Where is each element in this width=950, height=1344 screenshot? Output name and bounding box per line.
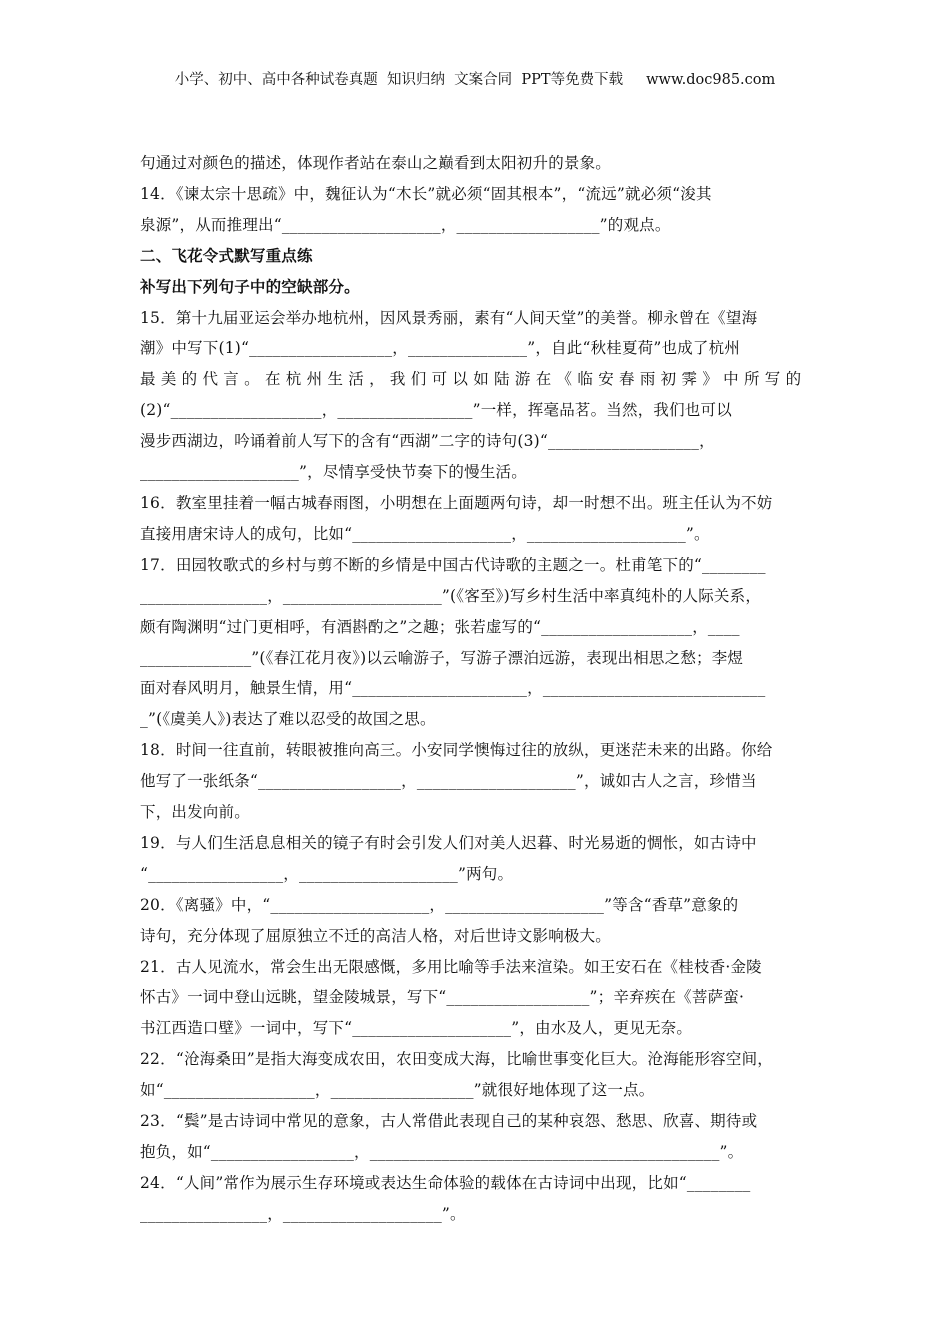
question-20-line: 20．《离骚》中，“____________________，____________________”等含“香草”意象的 bbox=[140, 895, 739, 914]
question-23-line: 23．“鬓”是古诗词中常见的意象，古人常借此表现自己的某种哀怨、愁思、欣喜、期待或 bbox=[140, 1112, 758, 1131]
question-19-line: 19．与人们生活息息相关的镜子有时会引发人们对美人迟暮、时光易逝的惆怅，如古诗中 bbox=[140, 833, 757, 852]
question-18-line: 他写了一张纸条“__________________，____________________”，诚如古人之言，珍惜当 bbox=[140, 772, 757, 791]
question-17-line: _”(《虞美人》)表达了难以忍受的故国之思。 bbox=[140, 710, 436, 729]
question-24-line: ________________，____________________”。 bbox=[140, 1204, 466, 1223]
question-15-line: ____________________”，尽情享受快节奏下的慢生活。 bbox=[140, 463, 527, 482]
question-22-line: 22．“沧海桑田”是指大海变成农田，农田变成大海，比喻世事变化巨大。沧海能形容空间， bbox=[140, 1050, 773, 1069]
text-line: 句通过对颜色的描述，体现作者站在泰山之巅看到太阳初升的景象。 bbox=[140, 154, 612, 172]
question-14-line: 14．《谏太宗十思疏》中，魏征认为“木长”就必须“固其根本”，“流远”就必须“浚其 bbox=[140, 184, 712, 203]
page-header: 小学、初中、高中各种试卷真题 知识归纳 文案合同 PPT等免费下载 www.doc985.com bbox=[174, 72, 776, 88]
question-16-line: 直接用唐宋诗人的成句，比如“____________________，____________________”。 bbox=[140, 524, 710, 543]
question-14-line: 泉源”，从而推理出“____________________，__________________”的观点。 bbox=[140, 215, 671, 234]
section-heading: 二、飞花令式默写重点练 bbox=[140, 245, 313, 265]
question-17-line: 17．田园牧歌式的乡村与剪不断的乡情是中国古代诗歌的主题之一。杜甫笔下的“________ bbox=[140, 555, 766, 574]
question-15-line: (2)“___________________，_________________”一样，挥毫品茗。当然，我们也可以 bbox=[140, 401, 732, 420]
question-15-line: 最 美 的 代 言 。 在 杭 州 生 活 ， 我 们 可 以 如 陆 游 在 《 临 安 春 雨 初 霁 》 中 所 写 的 bbox=[140, 370, 802, 389]
question-21-line: 怀古》一词中登山远眺，望金陵城景，写下“__________________”；辛弃疾在《菩萨蛮· bbox=[140, 988, 745, 1007]
question-24-line: 24．“人间”常作为展示生存环境或表达生命体验的载体在古诗词中出现，比如“________ bbox=[140, 1173, 751, 1192]
question-17-line: 颇有陶渊明“过门更相呼，有酒斟酌之”之趣；张若虚写的“___________________，____ bbox=[140, 617, 740, 636]
question-16-line: 16．教室里挂着一幅古城春雨图，小明想在上面题两句诗，却一时想不出。班主任认为不妨 bbox=[140, 493, 773, 512]
question-17-line: 面对春风明月，触景生情，用“______________________，____________________________ bbox=[140, 679, 766, 698]
question-21-line: 书江西造口壁》一词中，写下“____________________”，由水及人，更见无奈。 bbox=[140, 1019, 693, 1038]
question-15-line: 潮》中写下(1)“__________________，_______________”，自此“秋桂夏荷”也成了杭州 bbox=[140, 339, 741, 358]
question-21-line: 21．古人见流水，常会生出无限感慨，多用比喻等手法来渲染。如王安石在《桂枝香·金陵 bbox=[140, 957, 762, 976]
document-body bbox=[140, 148, 812, 1230]
question-18-line: 18．时间一往直前，转眼被推向高三。小安同学懊悔过往的放纵，更迷茫未来的出路。你给 bbox=[140, 741, 773, 760]
question-19-line: “_________________，____________________”两句。 bbox=[140, 864, 514, 883]
question-23-line: 抱负，如“__________________，____________________________________________”。 bbox=[140, 1143, 744, 1161]
question-17-line: ________________，____________________”(《客至》)写乡村生活中率真纯朴的人际关系， bbox=[140, 586, 762, 605]
question-22-line: 如“___________________，__________________”就很好地体现了这一点。 bbox=[140, 1081, 655, 1100]
section-instruction: 补写出下列句子中的空缺部分。 bbox=[140, 276, 360, 296]
question-15-line: 漫步西湖边，吟诵着前人写下的含有“西湖”二字的诗句(3)“___________________， bbox=[140, 432, 715, 451]
question-18-line: 下，出发向前。 bbox=[140, 803, 250, 822]
question-17-line: ______________”(《春江花月夜》)以云喻游子，写游子漂泊远游，表现出相思之愁；李煜 bbox=[140, 648, 744, 667]
question-20-line: 诗句，充分体现了屈原独立不迁的高洁人格，对后世诗文影响极大。 bbox=[140, 926, 612, 945]
question-15-line: 15．第十九届亚运会举办地杭州，因风景秀丽，素有“人间天堂”的美誉。柳永曾在《望海 bbox=[140, 308, 758, 327]
